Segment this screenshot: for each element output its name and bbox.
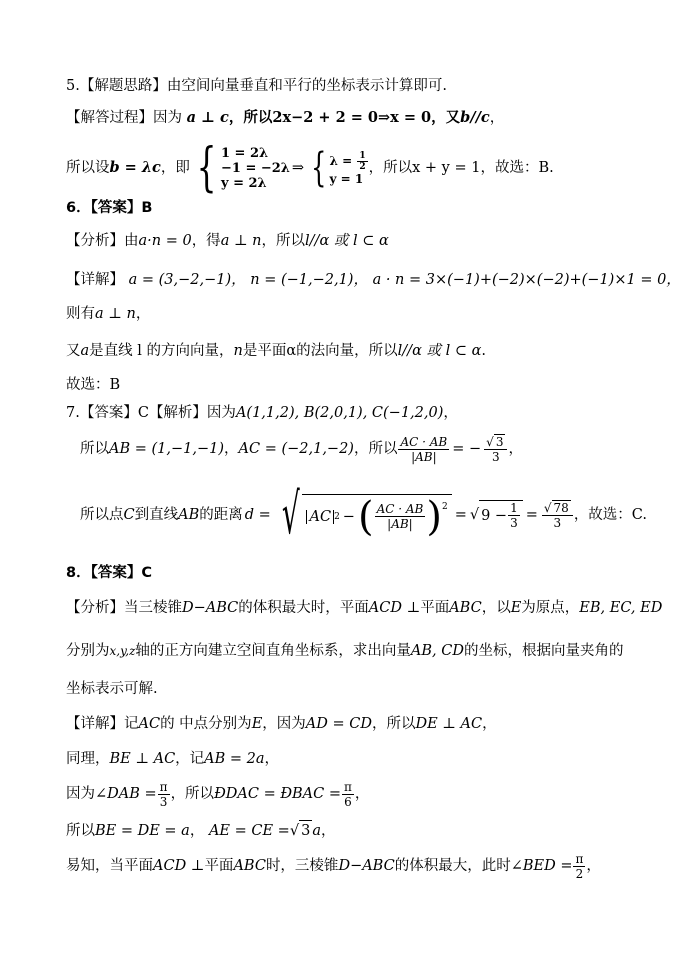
q8-line1 <box>66 598 662 618</box>
fraction-sqrt3-3: $\frac{√ 3}{3}$ <box>484 434 507 464</box>
eq-row: −1 = −2λ <box>220 160 290 176</box>
text: AC · AB <box>400 434 448 449</box>
text: 是直线 l 的方向向量， <box>89 343 234 359</box>
text: ABC <box>449 600 482 616</box>
text: 所以设 <box>66 160 110 176</box>
text: AD = CD <box>305 716 372 732</box>
q6-line1 <box>66 231 389 251</box>
text: AB = 2a <box>204 751 265 767</box>
text: 的距离 <box>199 507 243 523</box>
text: π <box>575 851 584 866</box>
text: |AB| <box>411 449 437 464</box>
math-b-parallel-c: b//c <box>460 109 490 126</box>
text: AC <box>138 716 161 732</box>
text: 因为 <box>66 786 95 802</box>
text: BE ⊥ AC <box>109 751 176 767</box>
text: 3 <box>510 516 518 530</box>
text: 平面 <box>204 858 234 874</box>
text: A(1,1,2), B(2,0,1), C(−1,2,0) <box>235 405 444 421</box>
text: 易知，当平面 <box>66 858 153 874</box>
text: . <box>481 343 486 359</box>
text: AB, CD <box>410 643 464 659</box>
q7-line1 <box>66 403 458 423</box>
text: = − <box>452 441 482 457</box>
text: ， <box>482 716 497 732</box>
q8-heading: 8．【答案】C <box>66 565 152 581</box>
q7-line2 <box>80 430 523 468</box>
q8-line8 <box>66 848 601 884</box>
text: AC <box>306 510 334 524</box>
text: ， <box>320 823 336 839</box>
text: 轴的正方向建立空间直角坐标系，求出向量 <box>135 643 411 659</box>
text: 2 <box>575 866 584 881</box>
text: 又 <box>66 343 81 359</box>
text: ，记 <box>175 751 205 767</box>
q5-line2 <box>66 108 504 128</box>
text: a·n = 0 <box>138 233 192 249</box>
text: − <box>342 508 355 525</box>
text: 到直线 <box>134 507 179 523</box>
text: 1 <box>359 150 366 161</box>
text: ，所以 <box>170 786 215 802</box>
text: 3 <box>159 794 168 809</box>
text: AB <box>178 507 200 523</box>
text: 【详解】记 <box>66 716 139 732</box>
text: BE = DE = a <box>95 823 190 839</box>
text: 2 <box>334 511 340 522</box>
eq-row: y = 2λ <box>220 175 267 191</box>
text: ， <box>443 405 458 421</box>
text: ， <box>224 441 239 457</box>
q8-line4 <box>66 714 497 734</box>
text: ，所以 <box>371 716 416 732</box>
text: 1 <box>510 501 518 515</box>
text: ÐDAC = ÐBAC = <box>214 786 342 802</box>
q5-line3: 所以设 b = λc ，即 { 1 = 2λ −1 = −2λ y = 2λ ⇒ { λ = $\frac{1}{2}$ y = 1 ，所以x + y = 1，故选：B. <box>66 138 554 198</box>
text: D−ABC <box>182 600 239 616</box>
text: 3 <box>299 820 312 841</box>
text: ， <box>189 823 205 839</box>
text: 则有 <box>66 306 95 322</box>
text: d = <box>244 507 271 523</box>
text: ，所以 <box>261 233 306 249</box>
text: 的 中点分别为 <box>160 716 252 732</box>
text: 是平面α的法向量，所以 <box>242 343 398 359</box>
math-b-eq-lambda-c: b = λc <box>109 159 161 176</box>
text: ， <box>586 858 601 874</box>
text: ，因为 <box>262 716 306 732</box>
q6-line2 <box>66 270 681 290</box>
text: l//α 或 l ⊂ α <box>305 233 389 249</box>
text: 为原点， <box>521 600 580 616</box>
text: |AB| <box>387 517 413 531</box>
text: x,y,z <box>109 644 136 658</box>
text: a <box>312 823 321 839</box>
text: y = 1 <box>329 171 364 186</box>
text: ∠DAB = <box>95 786 157 802</box>
text: 所以 <box>66 823 95 839</box>
text: ， <box>264 751 280 767</box>
text: AC · AB <box>376 502 424 516</box>
text: ，所以 <box>353 441 398 457</box>
text: 分别为 <box>66 643 110 659</box>
text: C <box>123 507 135 523</box>
text: 的坐标，根据向量夹角的 <box>463 643 624 659</box>
q5-idea: 由空间向量垂直和平行的坐标表示计算即可. <box>166 78 447 94</box>
q5-line1 <box>66 76 447 96</box>
q6-heading: 6．【答案】B <box>66 200 153 216</box>
text: l//α 或 l ⊂ α <box>397 343 482 359</box>
text: a <box>80 343 90 359</box>
text: E <box>510 600 522 616</box>
text: ， <box>508 441 523 457</box>
text: AB = (1,−1,−1) <box>109 441 225 457</box>
q8-line5 <box>66 749 279 769</box>
math-eq: ，所以2x−2 + 2 = 0⇒x = 0，又 <box>228 109 461 126</box>
distance-root: √ AC 2 − ( $\frac{AC \cdot AB}{|AB|}$ ) $^2$ <box>273 487 452 543</box>
text: 的体积最大，此时 <box>394 858 511 874</box>
q8-line7: 所以BE = DE = a， AE = CE =√ 3 a， <box>66 820 335 841</box>
text: 时，三棱锥 <box>265 858 339 874</box>
text: D−ABC <box>338 858 395 874</box>
q8-line2 <box>66 641 623 661</box>
text: ，所以x + y = 1，故选：B. <box>368 160 554 176</box>
text: 【分析】当三棱锥 <box>66 600 182 616</box>
text: 3 <box>553 516 562 530</box>
text: 6 <box>344 794 352 809</box>
q6-line3 <box>66 304 150 324</box>
q6-line4 <box>66 341 486 361</box>
text: ， <box>489 110 505 126</box>
text: 7.【答案】C【解析】因为 <box>66 405 236 421</box>
text: 9 − <box>481 507 508 524</box>
text: DE ⊥ AC <box>415 716 483 732</box>
text: = <box>525 507 538 523</box>
text: 【分析】由 <box>66 233 139 249</box>
text: n <box>233 343 243 359</box>
text: a = (3,−2,−1)， <box>128 272 246 288</box>
text: ， <box>135 306 151 322</box>
text: ，故选：C. <box>573 507 647 523</box>
text: n = (−1,−2,1)， <box>250 272 368 288</box>
text: ，即 <box>160 160 190 176</box>
text: ACD ⊥ <box>368 600 421 616</box>
text: 所以点 <box>80 507 124 523</box>
text: ，得 <box>191 233 221 249</box>
text: ，以 <box>481 600 511 616</box>
text: ∠BED = <box>510 858 573 874</box>
fraction-ac-ab <box>398 435 449 464</box>
text: 【详解】 <box>66 272 124 288</box>
text: ABC <box>233 858 266 874</box>
text: π <box>344 779 352 794</box>
text: λ = <box>329 153 357 168</box>
equation-system-2: { λ = $\frac{1}{2}$ y = 1 <box>306 148 369 188</box>
text: 2 <box>441 501 448 512</box>
equation-system-1: { 1 = 2λ −1 = −2λ y = 2λ <box>196 138 290 198</box>
text: ， <box>354 786 370 802</box>
text: E <box>251 716 263 732</box>
text: 所以 <box>80 441 109 457</box>
q7-line3: 所以点 C 到直线 AB 的距离 d = √ AC 2 − ( $\frac{AC \cdot AB}{|AB|}$ ) $^2$ = √ 9 − $\frac{1}{3}$ = $\frac{√ 78}{3}$ ，故选：C. <box>80 482 647 547</box>
text: 【解答过程】因为 <box>66 110 182 126</box>
text: 78 <box>553 501 569 515</box>
text: 3 <box>492 450 500 464</box>
text: AE = CE = <box>208 823 290 839</box>
text: 2 <box>359 161 366 172</box>
text: AC = (−2,1,−2) <box>238 441 354 457</box>
text: π <box>159 779 168 794</box>
math-a-perp-c: a ⊥ c <box>186 109 229 126</box>
text: a · n = 3×(−1)+(−2)×(−2)+(−1)×1 = 0， <box>372 272 681 288</box>
text: 3 <box>495 435 504 449</box>
text: 的体积最大时，平面 <box>238 600 369 616</box>
text: a ⊥ n <box>220 233 262 249</box>
text: 同理， <box>66 751 110 767</box>
text: ACD ⊥ <box>153 858 205 874</box>
text: 平面 <box>420 600 450 616</box>
q5-title: 5.【解题思路】 <box>66 78 167 94</box>
text: a ⊥ n <box>95 306 136 322</box>
q8-line3: 坐标表示可解. <box>66 681 158 697</box>
q6-line5: 故选：B <box>66 377 121 393</box>
q8-line6 <box>66 776 369 812</box>
eq-row: 1 = 2λ <box>220 145 269 161</box>
text: = <box>454 507 467 523</box>
text: EB, EC, ED <box>579 600 663 616</box>
